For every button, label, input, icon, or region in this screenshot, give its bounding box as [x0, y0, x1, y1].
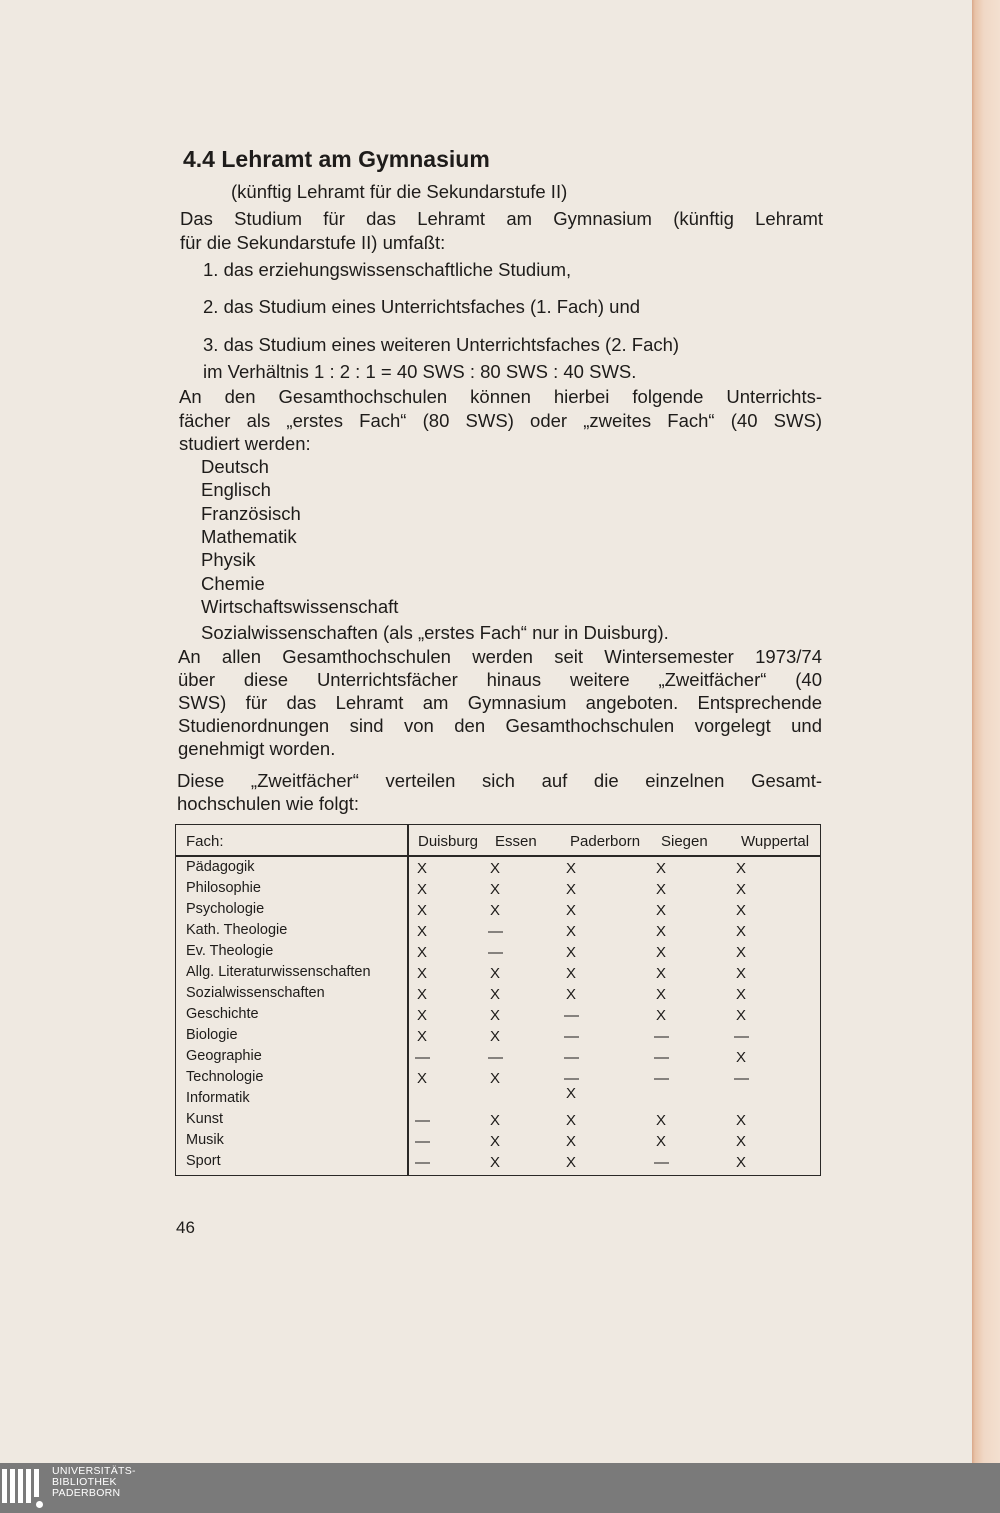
table-cell-wuppertal: X — [736, 881, 747, 898]
paragraph-line: studiert werden: — [179, 433, 311, 454]
table-cell-duisburg: X — [417, 965, 428, 982]
table-header-paderborn: Paderborn — [570, 833, 641, 850]
table-header-wuppertal: Wuppertal — [741, 833, 810, 850]
subject-item: Mathematik — [201, 526, 297, 547]
table-cell-siegen: X — [656, 944, 667, 961]
table-cell-paderborn: — — [564, 1070, 579, 1087]
table-cell-wuppertal: — — [734, 1070, 749, 1087]
table-cell-siegen: X — [656, 986, 667, 1003]
subject-item: Englisch — [201, 479, 271, 500]
table-row-label: Technologie — [186, 1069, 264, 1085]
paragraph-line: SWS) für das Lehramt am Gymnasium angeboten. Entsprechende — [178, 692, 822, 713]
table-cell-paderborn: X — [566, 1112, 577, 1129]
table-cell-essen: X — [490, 1133, 501, 1150]
table-header-essen: Essen — [495, 833, 537, 850]
table-row-label: Biologie — [186, 1027, 238, 1043]
table-row-label: Geschichte — [186, 1006, 259, 1022]
table-cell-paderborn: X — [566, 1085, 577, 1102]
table-cell-essen: X — [490, 965, 501, 982]
table-cell-paderborn: X — [566, 986, 577, 1003]
intro-line: Das Studium für das Lehramt am Gymnasium (künftig Lehramt — [180, 208, 823, 229]
table-cell-paderborn: X — [566, 860, 577, 877]
table-cell-paderborn: X — [566, 923, 577, 940]
table-cell-duisburg: X — [417, 902, 428, 919]
table-cell-essen: — — [488, 944, 503, 961]
paragraph-line: An den Gesamthochschulen können hierbei folgende Unterrichts- — [179, 386, 822, 407]
table-cell-siegen: — — [654, 1070, 669, 1087]
table-cell-duisburg: X — [417, 1007, 428, 1024]
subject-item: Wirtschaftswissenschaft — [201, 596, 399, 617]
table-cell-wuppertal: X — [736, 1154, 747, 1171]
table-row-label: Geographie — [186, 1048, 262, 1064]
table-cell-duisburg: X — [417, 860, 428, 877]
table-cell-duisburg: X — [417, 1028, 428, 1045]
table-cell-wuppertal: X — [736, 1049, 747, 1066]
table-cell-siegen: X — [656, 1007, 667, 1024]
table-header-siegen: Siegen — [661, 833, 708, 850]
paragraph-line: hochschulen wie folgt: — [177, 793, 360, 814]
table-cell-siegen: X — [656, 1133, 667, 1150]
section-subtitle: (künftig Lehramt für die Sekundarstufe II) — [231, 181, 568, 202]
subject-item: Deutsch — [201, 456, 269, 477]
subject-item: Chemie — [201, 573, 265, 594]
table-cell-siegen: X — [656, 860, 667, 877]
table-cell-wuppertal: X — [736, 902, 747, 919]
subject-item: Sozialwissenschaften (als „erstes Fach“ nur in Duisburg). — [201, 622, 669, 643]
table-cell-siegen: — — [654, 1154, 669, 1171]
table-cell-siegen: X — [656, 881, 667, 898]
table-cell-duisburg: X — [417, 881, 428, 898]
section-heading: 4.4 Lehramt am Gymnasium — [183, 146, 490, 172]
table-cell-siegen: X — [656, 1112, 667, 1129]
paragraph-line: Studienordnungen sind von den Gesamthochschulen vorgelegt und — [178, 715, 822, 736]
table-row-label: Psychologie — [186, 901, 265, 917]
table-cell-paderborn: X — [566, 1133, 577, 1150]
table-cell-wuppertal: X — [736, 1007, 747, 1024]
table-cell-essen: X — [490, 902, 501, 919]
library-logo-line: BIBLIOTHEK — [52, 1476, 117, 1488]
table-cell-duisburg: X — [417, 923, 428, 940]
table-row-label: Musik — [186, 1132, 224, 1148]
table-header-fach: Fach: — [186, 833, 224, 850]
table-cell-siegen: X — [656, 965, 667, 982]
table-cell-essen: X — [490, 1028, 501, 1045]
list-item: 3. das Studium eines weiteren Unterrichtsfaches (2. Fach) — [203, 334, 680, 355]
table-cell-wuppertal: X — [736, 944, 747, 961]
table-cell-wuppertal: — — [734, 1028, 749, 1045]
library-footer-bar — [0, 1463, 1000, 1513]
table-cell-siegen: — — [654, 1028, 669, 1045]
intro-line: für die Sekundarstufe II) umfaßt: — [180, 232, 446, 253]
table-cell-duisburg: — — [415, 1154, 430, 1171]
table-cell-wuppertal: X — [736, 923, 747, 940]
table-cell-paderborn: — — [564, 1028, 579, 1045]
table-cell-wuppertal: X — [736, 986, 747, 1003]
table-cell-paderborn: X — [566, 944, 577, 961]
table-cell-essen: — — [488, 1049, 503, 1066]
paragraph-line: genehmigt worden. — [178, 738, 336, 759]
table-cell-paderborn: — — [564, 1007, 579, 1024]
table-cell-essen: — — [488, 923, 503, 940]
paragraph-line: Diese „Zweitfächer“ verteilen sich auf die einzelnen Gesamt- — [177, 770, 822, 791]
subject-item: Physik — [201, 549, 256, 570]
table-cell-siegen: X — [656, 923, 667, 940]
table-row-label: Sozialwissenschaften — [186, 985, 325, 1001]
library-logo-line: UNIVERSITÄTS- — [52, 1465, 136, 1477]
table-cell-essen: X — [490, 986, 501, 1003]
table-row-label: Philosophie — [186, 880, 261, 896]
table-column-divider — [407, 825, 409, 1175]
list-item: 1. das erziehungswissenschaftliche Studium, — [203, 259, 572, 280]
table-cell-paderborn: X — [566, 902, 577, 919]
table-header-divider — [176, 855, 820, 857]
table-cell-duisburg: X — [417, 986, 428, 1003]
table-cell-essen: X — [490, 1112, 501, 1129]
table-header-duisburg: Duisburg — [418, 833, 479, 850]
page-edge — [972, 0, 1000, 1463]
subject-item: Französisch — [201, 503, 301, 524]
table-cell-essen: X — [490, 1154, 501, 1171]
paragraph-line: An allen Gesamthochschulen werden seit Wintersemester 1973/74 — [178, 646, 822, 667]
table-cell-siegen: — — [654, 1049, 669, 1066]
table-row-label: Allg. Literaturwissenschaften — [186, 964, 371, 980]
table-cell-duisburg: — — [415, 1049, 430, 1066]
table-cell-siegen: X — [656, 902, 667, 919]
library-logo-line: PADERBORN — [52, 1487, 121, 1499]
distribution-table — [175, 824, 821, 1176]
table-row-label: Kath. Theologie — [186, 922, 288, 938]
paragraph-line: fächer als „erstes Fach“ (80 SWS) oder „zweites Fach“ (40 SWS) — [179, 410, 822, 431]
table-cell-paderborn: X — [566, 965, 577, 982]
page-number: 46 — [176, 1218, 195, 1237]
table-row-label: Pädagogik — [186, 859, 255, 875]
table-cell-paderborn: X — [566, 881, 577, 898]
table-row-label: Sport — [186, 1153, 221, 1169]
table-cell-wuppertal: X — [736, 1133, 747, 1150]
table-row-label: Ev. Theologie — [186, 943, 274, 959]
ratio-line: im Verhältnis 1 : 2 : 1 = 40 SWS : 80 SWS : 40 SWS. — [203, 361, 637, 382]
table-cell-duisburg: X — [417, 944, 428, 961]
paragraph-line: über diese Unterrichtsfächer hinaus weitere „Zweitfächer“ (40 — [178, 669, 822, 690]
table-cell-essen: X — [490, 860, 501, 877]
table-cell-duisburg: X — [417, 1070, 428, 1087]
table-row-label: Kunst — [186, 1111, 224, 1127]
table-cell-wuppertal: X — [736, 1112, 747, 1129]
list-item: 2. das Studium eines Unterrichtsfaches (1. Fach) und — [203, 296, 641, 317]
table-cell-duisburg: — — [415, 1133, 430, 1150]
library-logo-dot — [36, 1501, 43, 1508]
table-cell-wuppertal: X — [736, 860, 747, 877]
library-logo-text — [52, 1466, 136, 1499]
table-row-label: Informatik — [186, 1090, 250, 1106]
table-cell-paderborn: — — [564, 1049, 579, 1066]
table-cell-essen: X — [490, 881, 501, 898]
table-cell-essen: X — [490, 1070, 501, 1087]
table-cell-essen: X — [490, 1007, 501, 1024]
table-cell-wuppertal: X — [736, 965, 747, 982]
table-cell-duisburg: — — [415, 1112, 430, 1129]
table-cell-paderborn: X — [566, 1154, 577, 1171]
